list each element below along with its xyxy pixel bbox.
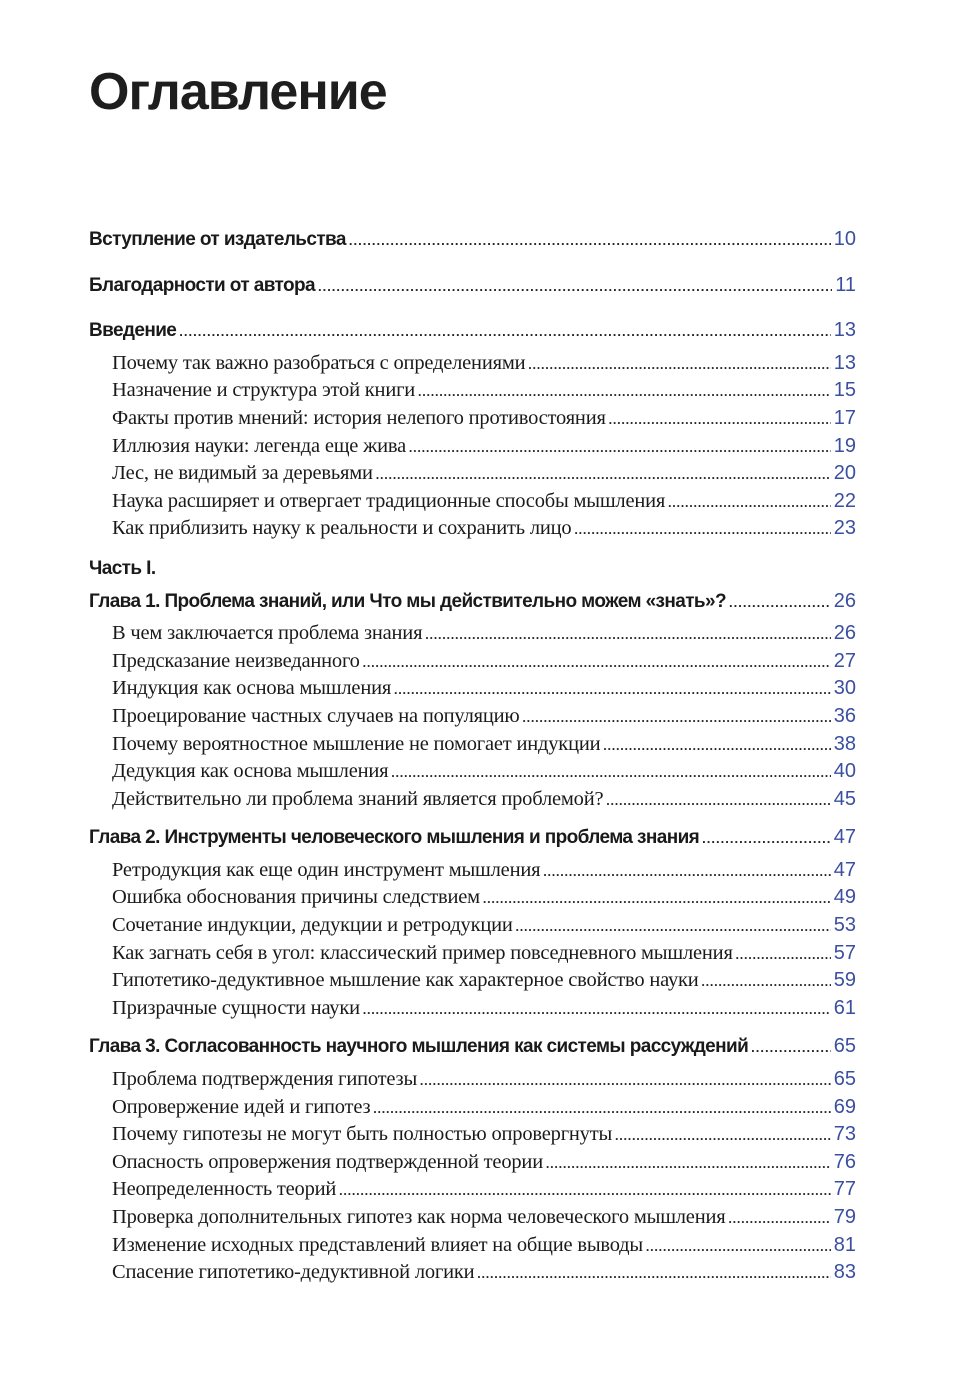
dot-leader [702, 825, 831, 853]
page-number-link[interactable]: 13 [833, 319, 856, 342]
dot-leader [668, 489, 831, 517]
page-number-link[interactable]: 15 [833, 379, 856, 402]
toc-entry-label: Как приблизить науку к реальности и сохранить лицо [112, 517, 572, 540]
page-number-link[interactable]: 22 [833, 489, 856, 512]
toc-subentry[interactable] [89, 1232, 856, 1260]
toc-subentry[interactable] [89, 377, 856, 405]
page-number-link[interactable]: 59 [833, 969, 856, 992]
page-number-link[interactable]: 23 [833, 517, 856, 540]
dot-leader [409, 434, 831, 462]
dot-leader [376, 461, 831, 489]
dot-leader [373, 1095, 830, 1123]
toc-subentry[interactable] [89, 405, 856, 433]
dot-leader [574, 516, 830, 544]
page-number-link[interactable]: 30 [833, 677, 856, 700]
toc-subentry[interactable] [89, 703, 856, 731]
table-of-contents [89, 226, 856, 1287]
page-number-link[interactable]: 47 [833, 826, 856, 849]
toc-entry-label: Лес, не видимый за деревьями [112, 462, 373, 485]
toc-entry-label: Введение [89, 320, 177, 342]
page-number-link[interactable]: 11 [835, 273, 856, 296]
toc-subentry[interactable] [89, 912, 856, 940]
toc-entry-label: Глава 2. Инструменты человеческого мышления и проблема знания [89, 827, 700, 849]
page-number-link[interactable]: 13 [833, 351, 856, 374]
toc-subentry[interactable] [89, 433, 856, 461]
dot-leader [736, 941, 831, 969]
page-number-link[interactable]: 83 [833, 1261, 856, 1284]
dot-leader [318, 273, 832, 301]
dot-leader [523, 704, 831, 732]
page-number-link[interactable]: 49 [833, 886, 856, 909]
toc-subentry[interactable] [89, 884, 856, 912]
toc-entry[interactable] [89, 226, 856, 254]
toc-subentry[interactable] [89, 1176, 856, 1204]
toc-subentry[interactable] [89, 488, 856, 516]
dot-leader [729, 589, 831, 617]
toc-entry-label: Опровержение идей и гипотез [112, 1095, 371, 1118]
toc-entry[interactable] [89, 317, 856, 345]
page-number-link[interactable]: 79 [833, 1206, 856, 1228]
toc-entry-label: Глава 1. Проблема знаний, или Что мы действительно можем «знать»? [89, 590, 726, 612]
page-number-link[interactable]: 17 [833, 406, 856, 429]
dot-leader [394, 676, 831, 704]
dot-leader [349, 227, 831, 255]
toc-entry-label: Действительно ли проблема знаний является проблемой? [112, 787, 604, 810]
page-number-link[interactable]: 38 [833, 732, 856, 755]
dot-leader [516, 913, 831, 941]
toc-entry-label: Проверка дополнительных гипотез как норма человеческого мышления [112, 1206, 726, 1228]
toc-subentry[interactable] [89, 620, 856, 648]
dot-leader [391, 759, 830, 787]
dot-leader [751, 1034, 831, 1062]
dot-leader [606, 787, 830, 815]
toc-entry-label: Как загнать себя в угол: классический пример повседневного мышления [112, 941, 733, 964]
toc-entry-label: Сочетание индукции, дедукции и ретродукции [112, 914, 513, 937]
dot-leader [543, 858, 830, 886]
page-number-link[interactable]: 77 [833, 1178, 856, 1201]
dot-leader [728, 1205, 830, 1233]
page-number-link[interactable]: 53 [833, 914, 856, 937]
page-number-link[interactable]: 10 [833, 228, 856, 250]
toc-subentry[interactable] [89, 995, 856, 1023]
toc-entry-label: Гипотетико-дедуктивное мышление как характерное свойство науки [112, 969, 699, 992]
dot-leader [483, 885, 831, 913]
toc-entry-label: Предсказание неизведанного [112, 649, 360, 672]
dot-leader [646, 1233, 831, 1261]
toc-subentry[interactable] [89, 786, 856, 814]
dot-leader [339, 1177, 831, 1205]
toc-entry[interactable] [89, 588, 856, 616]
page-number-link[interactable]: 20 [833, 462, 856, 485]
page-number-link[interactable]: 65 [833, 1068, 856, 1091]
dot-leader [418, 378, 831, 406]
page-number-link[interactable]: 45 [833, 787, 856, 810]
toc-entry-label: Наука расширяет и отвергает традиционные способы мышления [112, 489, 666, 512]
page-number-link[interactable]: 76 [833, 1150, 856, 1173]
toc-entry[interactable] [89, 1033, 856, 1061]
page-number-link[interactable]: 69 [833, 1095, 856, 1118]
toc-entry-label: Проблема подтверждения гипотезы [112, 1068, 418, 1091]
toc-entry-label: Назначение и структура этой книги [112, 379, 416, 402]
dot-leader [420, 1067, 831, 1095]
toc-entry-label: Изменение исходных представлений влияет на общие выводы [112, 1233, 643, 1256]
toc-subentry[interactable] [89, 1204, 856, 1232]
toc-subentry[interactable] [89, 731, 856, 759]
toc-part-heading [89, 555, 856, 583]
toc-subentry[interactable] [89, 1066, 856, 1094]
dot-leader [702, 968, 831, 996]
dot-leader [179, 318, 830, 346]
toc-entry-label: Иллюзия науки: легенда еще жива [112, 434, 406, 457]
toc-entry-label: В чем заключается проблема знания [112, 622, 423, 645]
page-number-link[interactable]: 36 [833, 704, 856, 727]
page-number-link[interactable]: 65 [833, 1035, 856, 1058]
page-number-link[interactable]: 26 [833, 622, 856, 645]
page-number-link[interactable]: 40 [833, 760, 856, 783]
toc-entry-label: Призрачные сущности науки [112, 996, 360, 1019]
page-number-link[interactable]: 26 [833, 589, 856, 612]
page-number-link[interactable]: 61 [833, 996, 856, 1019]
page-number-link[interactable]: 81 [833, 1233, 856, 1256]
toc-entry[interactable] [89, 824, 856, 852]
toc-entry-label: Спасение гипотетико-дедуктивной логики [112, 1261, 475, 1284]
toc-entry-label: Почему так важно разобраться с определениями [112, 351, 526, 374]
toc-entry-label: Ретродукция как еще один инструмент мышления [112, 858, 541, 881]
dot-leader [425, 621, 830, 649]
toc-subentry[interactable] [89, 967, 856, 995]
page-number-link[interactable]: 73 [833, 1123, 856, 1146]
toc-entry[interactable] [89, 272, 856, 300]
toc-subentry[interactable] [89, 350, 856, 378]
toc-subentry[interactable] [89, 648, 856, 676]
toc-entry-label: Факты против мнений: история нелепого противостояния [112, 406, 606, 429]
dot-leader [477, 1260, 830, 1288]
page-number-link[interactable]: 27 [833, 649, 856, 672]
toc-subentry[interactable] [89, 1149, 856, 1177]
dot-leader [528, 351, 830, 379]
toc-subentry[interactable] [89, 515, 856, 543]
toc-entry-label: Вступление от издательства [89, 229, 346, 250]
toc-entry-label: Глава 3. Согласованность научного мышления как системы рассуждений [89, 1036, 749, 1058]
toc-entry-label: Неопределенность теорий [112, 1178, 337, 1201]
toc-subentry[interactable] [89, 675, 856, 703]
toc-subentry[interactable] [89, 940, 856, 968]
toc-subentry[interactable] [89, 758, 856, 786]
toc-subentry[interactable] [89, 460, 856, 488]
page-number-link[interactable]: 47 [833, 858, 856, 881]
toc-entry-label: Почему вероятностное мышление не помогает индукции [112, 732, 601, 755]
dot-leader [615, 1122, 831, 1150]
dot-leader [363, 996, 831, 1024]
toc-entry-label: Опасность опровержения подтвержденной теории [112, 1150, 543, 1173]
toc-entry-label: Благодарности от автора [89, 274, 315, 296]
toc-entry-label: Почему гипотезы не могут быть полностью опровергнуты [112, 1123, 613, 1146]
toc-entry-label: Проецирование частных случаев на популяцию [112, 704, 520, 727]
page-number-link[interactable]: 19 [833, 434, 856, 457]
dot-leader [603, 732, 830, 760]
toc-subentry[interactable] [89, 1094, 856, 1122]
dot-leader [609, 406, 831, 434]
toc-entry-label: Ошибка обоснования причины следствием [112, 886, 480, 909]
toc-subentry[interactable] [89, 1121, 856, 1149]
dot-leader [363, 649, 831, 677]
toc-entry-label: Часть I. [89, 557, 156, 579]
dot-leader [546, 1150, 831, 1178]
toc-entry-label: Дедукция как основа мышления [112, 760, 389, 783]
page-number-link[interactable]: 57 [833, 941, 856, 964]
toc-subentry[interactable] [89, 857, 856, 885]
toc-entry-label: Индукция как основа мышления [112, 677, 392, 700]
toc-subentry[interactable] [89, 1259, 856, 1287]
page-title: Оглавление [89, 63, 387, 121]
